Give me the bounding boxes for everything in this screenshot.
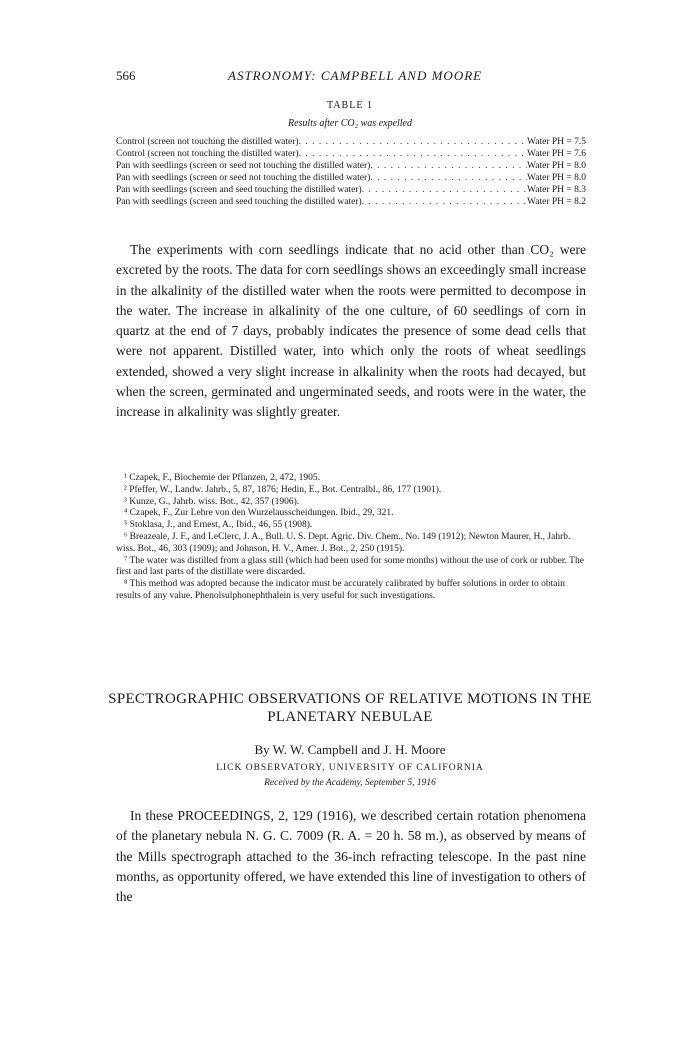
row-description: Pan with seedlings (screen or seed not touching the distilled water) bbox=[116, 161, 371, 171]
page-number: 566 bbox=[116, 68, 136, 83]
leader-dots bbox=[370, 172, 527, 184]
leader-dots bbox=[362, 196, 527, 208]
article-paragraph: In these PROCEEDINGS, 2, 129 (1916), we described certain rotation phenomena of the planetary nebula N. G. C. 7009 (R. A. = 20 h. 58 m.), as observed by means of the Mills spectrograph attached to the 36-inch refracting telescope. In the past nine months, as opportunity offered, we have extended this line of investigation to others of the bbox=[116, 808, 586, 905]
footnote: ⁵ Stoklasa, J., and Ernest, A., Ibid., 46, 55 (1908). bbox=[124, 520, 313, 531]
row-result: Water PH = 7.5 bbox=[527, 137, 586, 147]
row-result: Water PH = 8.3 bbox=[527, 185, 586, 195]
article-title: SPECTROGRAPHIC OBSERVATIONS OF RELATIVE MOTIONS IN THE PLANETARY NEBULAE bbox=[108, 691, 592, 725]
affiliation: LICK OBSERVATORY, UNIVERSITY OF CALIFORNIA bbox=[216, 763, 484, 773]
row-description: Pan with seedlings (screen or seed not touching the distilled water) bbox=[116, 173, 371, 183]
footnote: ² Pfeffer, W., Landw. Jahrb., 5, 87, 1876; Hedin, E., Bot. Centralbl., 86, 177 (1901). bbox=[124, 484, 442, 495]
footnotes bbox=[116, 473, 586, 603]
article-body bbox=[116, 806, 586, 907]
running-title: ASTRONOMY: CAMPBELL AND MOORE bbox=[228, 68, 483, 83]
table-label: TABLE 1 bbox=[327, 100, 373, 111]
row-description: Control (screen not touching the distilled water) bbox=[116, 137, 299, 147]
received-date: Received by the Academy, September 5, 1916 bbox=[264, 778, 436, 788]
row-description: Pan with seedlings (screen and seed touching the distilled water) bbox=[116, 197, 362, 207]
table-row bbox=[116, 160, 586, 172]
row-result: Water PH = 8.0 bbox=[527, 173, 586, 183]
footnote: ⁸ This method was adopted because the indicator must be accurately calibrated by buffer solutions in order to obtain results of any value. Phenolsulphonephthalein is very useful for such investigations. bbox=[116, 579, 565, 601]
page-header bbox=[116, 68, 586, 88]
row-result: Water PH = 7.6 bbox=[527, 149, 586, 159]
table-row bbox=[116, 148, 586, 160]
table-row bbox=[116, 136, 586, 148]
table-row bbox=[116, 184, 586, 196]
byline: By W. W. Campbell and J. H. Moore bbox=[254, 742, 446, 757]
table-caption: Results after CO₂ was expelled bbox=[287, 118, 412, 129]
results-table bbox=[116, 136, 586, 208]
footnote: ³ Kunze, G., Jahrb. wiss. Bot., 42, 357 (1906). bbox=[124, 496, 300, 507]
table-row bbox=[116, 196, 586, 208]
footnote: ⁷ The water was distilled from a glass still (which had been used for some months) without the use of cork or rubber. The first and last parts of the distillate were discarded. bbox=[116, 555, 584, 578]
row-result: Water PH = 8.0 bbox=[527, 161, 586, 171]
leader-dots bbox=[299, 148, 527, 160]
footnote: ⁴ Czapek, F., Zur Lehre von den Wurzelausscheidungen. Ibid., 29, 321. bbox=[124, 508, 394, 519]
footnote: ⁶ Breazeale, J. F., and LeClerc, J. A., Bull. U. S. Dept. Agric. Div. Chem., No. 149 (1912); Newton Maurer, H., Jahrb. wiss. Bot., 46, 303 (1909); and Johnson, H. V., Amer. J. Bot., 2, 250 (1915). bbox=[116, 531, 571, 554]
row-description: Pan with seedlings (screen and seed touching the distilled water) bbox=[116, 185, 362, 195]
row-result: Water PH = 8.2 bbox=[527, 197, 586, 207]
table-row bbox=[116, 172, 586, 184]
body-text bbox=[116, 240, 586, 423]
row-description: Control (screen not touching the distilled water) bbox=[116, 149, 299, 159]
leader-dots bbox=[362, 184, 527, 196]
leader-dots bbox=[299, 136, 527, 148]
leader-dots bbox=[370, 160, 527, 172]
footnote: ¹ Czapek, F., Biochemie der Pflanzen, 2, 472, 1905. bbox=[124, 473, 321, 483]
body-paragraph: The experiments with corn seedlings indicate that no acid other than CO₂ were excreted by the roots. The data for corn seedlings shows an exceedingly small increase in the alkalinity of the distilled water when the roots were permitted to decompose in the water. The increase in alkalinity of the one culture, of 60 seedlings of corn in quartz at the end of 7 days, probably indicates the presence of some dead cells that were not apparent. Distilled water, into which only the roots of wheat seedlings extended, showed a very slight increase in alkalinity when the roots had decayed, but when the screen, germinated and ungerminated seeds, and roots were in the water, the increase in alkalinity was slightly greater. bbox=[116, 242, 586, 420]
